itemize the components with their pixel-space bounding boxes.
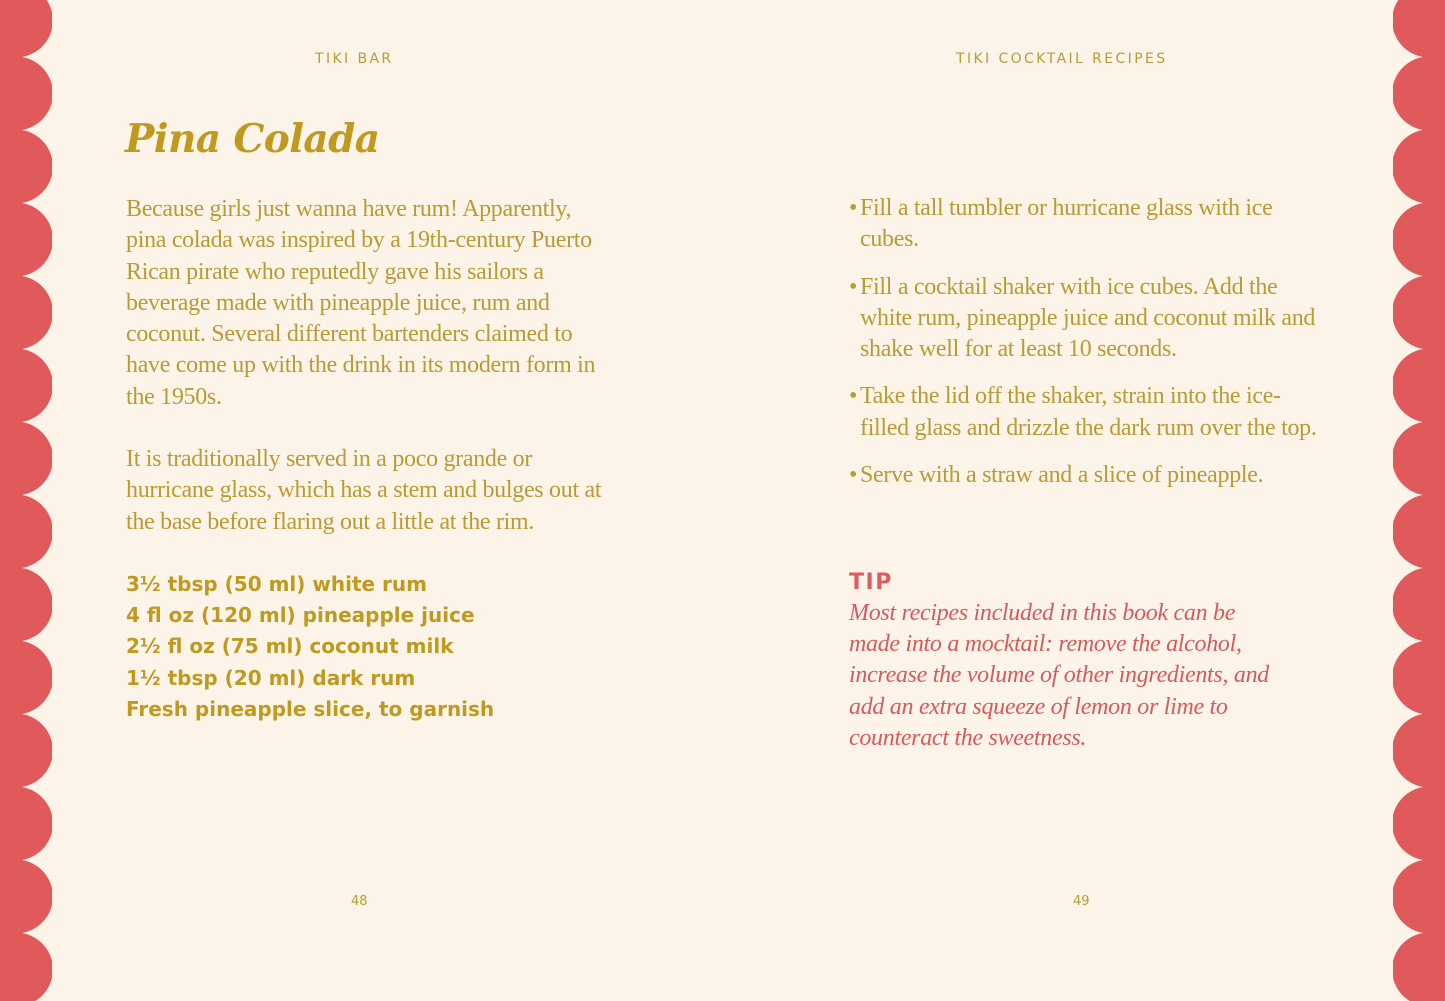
- step-text: Serve with a straw and a slice of pineapple.: [860, 462, 1264, 489]
- method-steps: [849, 193, 1329, 507]
- recipe-title: Pina Colada: [125, 116, 380, 162]
- tip-box: [849, 568, 1289, 754]
- intro-text: [126, 194, 616, 569]
- method-step: [849, 193, 1329, 256]
- bullet-icon: •: [849, 273, 858, 300]
- bullet-icon: •: [849, 383, 858, 410]
- step-text: Fill a cocktail shaker with ice cubes. Add the white rum, pineapple juice and coconut milk and shake well for at least 10 seconds.: [860, 273, 1316, 363]
- scalloped-border-right: [1393, 0, 1445, 1001]
- ingredient-item: 2½ fl oz (75 ml) coconut milk: [126, 634, 454, 659]
- method-step: [849, 272, 1329, 366]
- ingredient-item: Fresh pineapple slice, to garnish: [126, 696, 495, 721]
- tip-text: Most recipes included in this book can be made into a mocktail: remove the alcohol, increase the volume of other ingredients, and add an extra squeeze of lemon or lime to counteract the sweetness.: [849, 600, 1269, 751]
- page-number-left: 48: [351, 894, 368, 909]
- running-head-right: TIKI COCKTAIL RECIPES: [956, 51, 1168, 67]
- tip-label: TIP: [849, 570, 893, 595]
- scalloped-border-left: [0, 0, 52, 1001]
- ingredient-item: 1½ tbsp (20 ml) dark rum: [126, 665, 416, 690]
- method-step: [849, 460, 1329, 491]
- step-text: Take the lid off the shaker, strain into the ice-filled glass and drizzle the dark rum over the top.: [860, 383, 1317, 441]
- intro-paragraph: It is traditionally served in a poco grande or hurricane glass, which has a stem and bulges out at the base before flaring out a little at the rim.: [126, 446, 602, 535]
- page-number-right: 49: [1073, 894, 1090, 909]
- ingredient-list: [126, 569, 494, 725]
- step-text: Fill a tall tumbler or hurricane glass with ice cubes.: [860, 195, 1273, 253]
- ingredient-item: 3½ tbsp (50 ml) white rum: [126, 572, 427, 596]
- bullet-icon: •: [849, 195, 858, 221]
- method-step: [849, 381, 1329, 444]
- bullet-icon: •: [849, 462, 858, 489]
- intro-paragraph: Because girls just wanna have rum! Apparently, pina colada was inspired by a 19th-century Puerto Rican pirate who reputedly gave his sailors a beverage made with pineapple juice, rum and coconut. Several different bartenders claimed to have come up with the drink in its modern form in the 1950s.: [126, 196, 596, 410]
- running-head-left: TIKI BAR: [315, 51, 394, 67]
- ingredient-item: 4 fl oz (120 ml) pineapple juice: [126, 603, 475, 628]
